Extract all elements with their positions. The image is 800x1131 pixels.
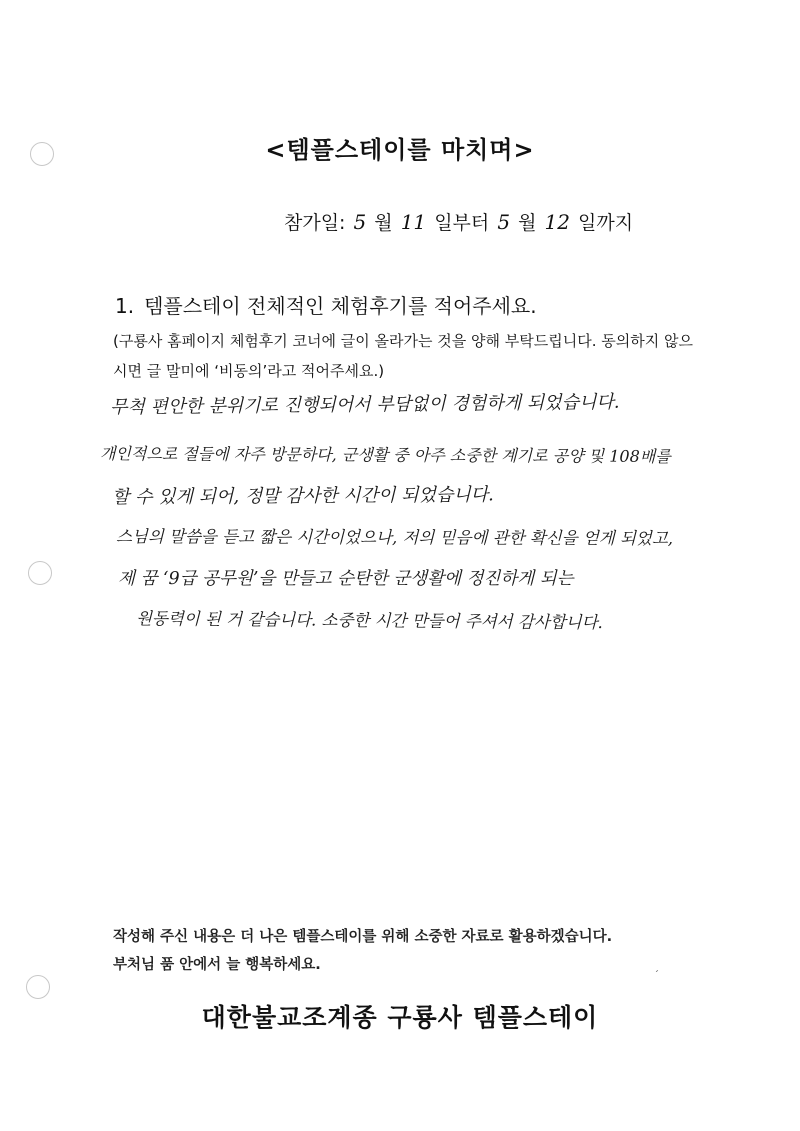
end-month: 5 — [497, 210, 511, 234]
month-unit-start: 월 — [374, 212, 393, 234]
end-day: 12 — [544, 210, 570, 234]
answer-line: 원동력이 된 거 같습니다. 소중한 시간 만들어 주셔서 감사합니다. — [135, 609, 603, 633]
until-text: 일까지 — [578, 212, 634, 234]
question-text: 템플스테이 전체적인 체험후기를 적어주세요. — [144, 294, 537, 318]
footer-line-1: 작성해 주신 내용은 더 나은 템플스테이를 위해 소중한 자료로 활용하겠습니다. — [113, 929, 613, 945]
question-number: 1. — [115, 294, 135, 318]
instruction-note: (구룡사 홈페이지 체험후기 코너에 글이 올라가는 것을 양해 부탁드립니다. 동의하지 않으시면 글 말미에 ‘비동의’라고 적어주세요.) — [113, 332, 693, 380]
stray-mark: ˊ — [654, 970, 659, 981]
start-month: 5 — [353, 210, 367, 234]
answer-line: 무척 편안한 분위기로 진행되어서 부담없이 경험하게 되었습니다. — [109, 391, 620, 418]
start-day: 11 — [400, 210, 427, 234]
question-1 — [115, 290, 537, 319]
page-title: <템플스테이를 마치며> — [265, 136, 535, 164]
punch-hole-bottom — [26, 975, 50, 999]
month-unit-end: 월 — [518, 212, 537, 234]
answer-line: 스님의 말씀을 듣고 짧은 시간이었으나, 저의 믿음에 관한 확신을 얻게 되었고, — [115, 527, 674, 548]
footer-line-2: 부처님 품 안에서 늘 행복하세요. — [113, 957, 321, 973]
from-text: 일부터 — [434, 212, 490, 234]
footer-note — [113, 923, 693, 979]
answer-line: 제 꿈 ‘9급 공무원’을 만들고 순탄한 군생활에 정진하게 되는 — [118, 569, 574, 589]
organization-name: 대한불교조계종 구룡사 템플스테이 — [201, 1003, 599, 1032]
answer-line: 개인적으로 절들에 자주 방문하다, 군생활 중 아주 소중한 계기로 공양 및 108배를 — [99, 444, 671, 466]
punch-hole-middle — [28, 561, 52, 585]
dates-label: 참가일: — [284, 212, 346, 234]
participation-dates — [284, 208, 633, 235]
answer-line: 할 수 있게 되어, 정말 감사한 시간이 되었습니다. — [111, 484, 494, 508]
